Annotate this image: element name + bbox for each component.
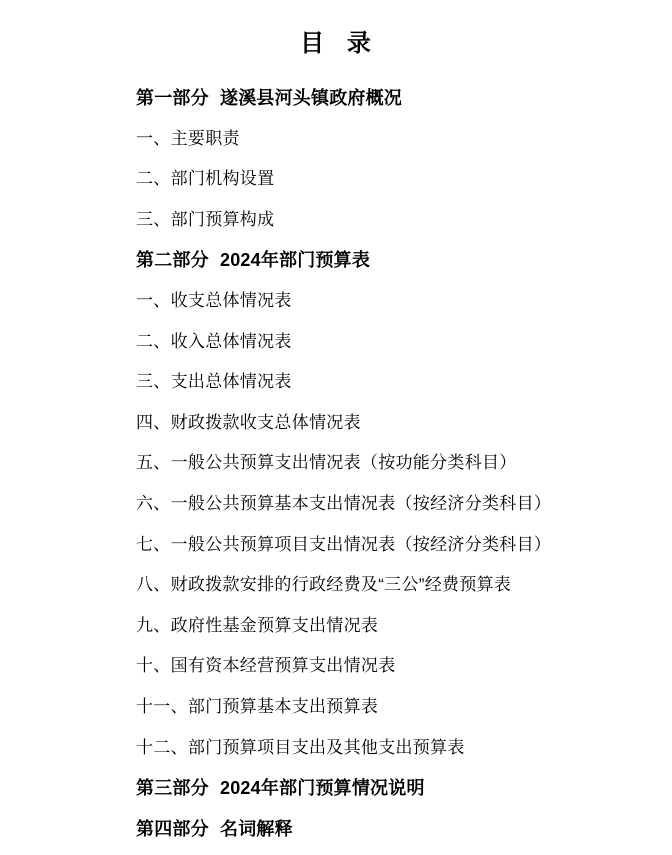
toc-item: 九、政府性基金预算支出情况表 (136, 615, 379, 635)
toc-item: 四、财政拨款收支总体情况表 (136, 412, 361, 432)
toc-item: 七、一般公共预算项目支出情况表（按经济分类科目） (136, 534, 552, 554)
toc-item: 十一、部门预算基本支出预算表 (136, 696, 379, 716)
toc-item: 三、支出总体情况表 (136, 372, 292, 392)
toc-section-heading: 第二部分 2024年部门预算表 (136, 250, 371, 271)
toc-item: 二、收入总体情况表 (136, 331, 292, 351)
toc-item: 一、主要职责 (136, 128, 240, 148)
toc-item: 六、一般公共预算基本支出情况表（按经济分类科目） (136, 493, 552, 513)
toc-item: 八、财政拨款安排的行政经费及“三公”经费预算表 (136, 575, 512, 595)
toc-list (0, 78, 672, 849)
page-title: 目 录 (300, 30, 372, 57)
toc-item: 十、国有资本经营预算支出情况表 (136, 656, 396, 676)
toc-item: 五、一般公共预算支出情况表（按功能分类科目） (136, 453, 517, 473)
toc-item: 三、部门预算构成 (136, 209, 275, 229)
toc-item: 二、部门机构设置 (136, 169, 275, 189)
toc-section-heading: 第一部分 遂溪县河头镇政府概况 (136, 88, 402, 108)
toc-item: 十二、部门预算项目支出及其他支出预算表 (136, 737, 465, 757)
toc-item: 一、收支总体情况表 (136, 290, 292, 310)
toc-section-heading: 第三部分 2024年部门预算情况说明 (136, 778, 425, 799)
toc-section-heading: 第四部分 名词解释 (136, 818, 293, 839)
